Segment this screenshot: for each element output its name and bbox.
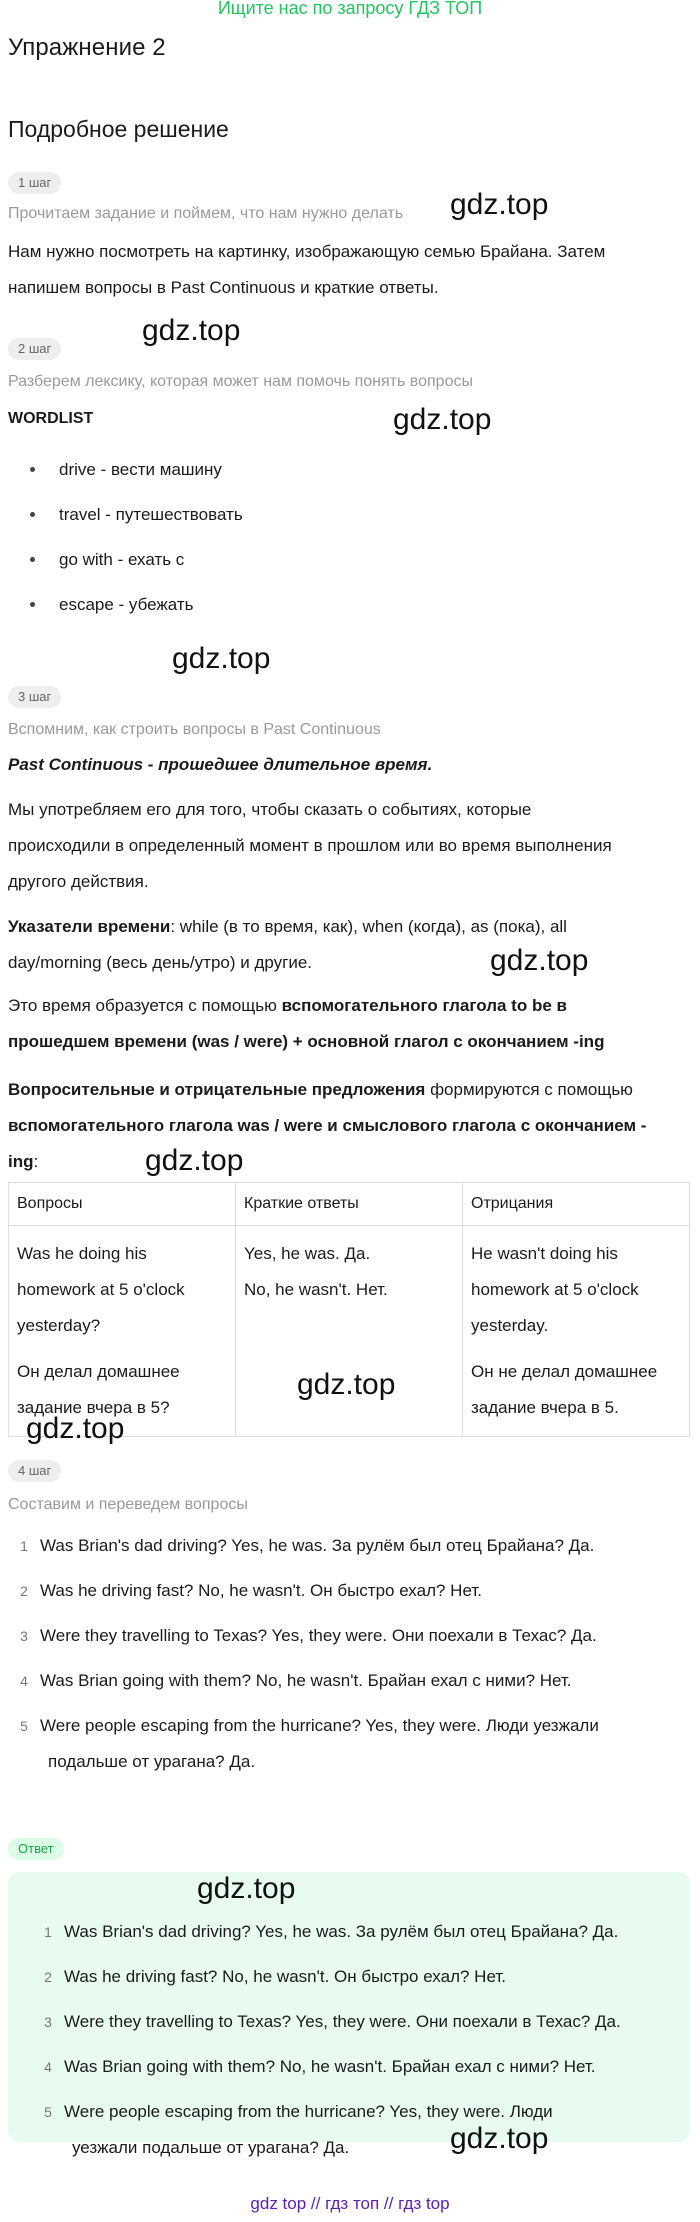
table-cell: Was he doing his homework at 5 o'clock yesterday? Он делал домашнее задание вчера в 5? — [9, 1226, 236, 1437]
grammar-paragraph: Мы употребляем его для того, чтобы сказать о событиях, которые происходили в определенный момент в прошлом или во время выполнения другого действия. — [8, 800, 612, 891]
table-header: Краткие ответы — [236, 1183, 463, 1226]
step-badge-2: 2 шаг — [8, 338, 61, 360]
list-item: drive - вести машину — [8, 460, 222, 480]
step-hint-4: Составим и переведем вопросы — [8, 1496, 248, 1513]
question-rule: Вопросительные и отрицательные предложения формируются с помощью вспомогательного глагола was / were и смыслового глагола с окончанием - ing: — [8, 1080, 647, 1171]
table-header: Вопросы — [9, 1183, 236, 1226]
table-cell: Yes, he was. Да. No, he wasn't. Нет. — [236, 1226, 463, 1437]
list-item: 4 Was Brian going with them? No, he wasn't. Брайан ехал с ними? Нет. — [44, 2057, 596, 2076]
list-item: go with - ехать с — [8, 550, 184, 570]
list-item: 3 Were they travelling to Texas? Yes, they were. Они поехали в Техас? Да. — [20, 1626, 597, 1645]
watermark: gdz.top — [450, 2122, 549, 2155]
step-hint-1: Прочитаем задание и поймем, что нам нужно делать — [8, 205, 404, 222]
list-item: 2 Was he driving fast? No, he wasn't. Он быстро ехал? Нет. — [20, 1581, 482, 1600]
step-badge-4: 4 шаг — [8, 1460, 61, 1482]
step-hint-2: Разберем лексику, которая может нам помочь понять вопросы — [8, 373, 473, 390]
table-header: Отрицания — [463, 1183, 690, 1226]
list-item: 5 Were people escaping from the hurricane? Yes, they were. Люди — [44, 2102, 553, 2121]
step-badge-1: 1 шаг — [8, 172, 61, 194]
step1-text: Нам нужно посмотреть на картинку, изображающую семью Брайана. Затем напишем вопросы в Past Continuous и краткие ответы. — [8, 242, 606, 297]
wordlist-heading: WORDLIST — [8, 410, 94, 427]
list-item-continuation: уезжали подальше от урагана? Да. — [72, 2138, 350, 2157]
table-header-row — [9, 1183, 690, 1226]
time-markers: Указатели времени: while (в то время, как), when (когда), as (пока), all day/morning (весь день/утро) и другие. — [8, 917, 567, 972]
footer-links[interactable]: gdz top // гдз топ // гдз top — [250, 2194, 450, 2213]
watermark: gdz.top — [172, 642, 271, 675]
promo-banner[interactable]: Ищите нас по запросу ГДЗ ТОП — [217, 0, 483, 18]
watermark: gdz.top — [197, 1872, 296, 1905]
table-cell: He wasn't doing his homework at 5 o'clock yesterday. Он не делал домашнее задание вчера в 5. — [463, 1226, 690, 1437]
list-item: 1 Was Brian's dad driving? Yes, he was. За рулём был отец Брайана? Да. — [44, 1922, 619, 1941]
watermark: gdz.top — [450, 188, 549, 221]
list-item: travel - путешествовать — [8, 505, 243, 525]
table-row — [9, 1226, 690, 1437]
watermark: gdz.top — [142, 314, 241, 347]
watermark: gdz.top — [297, 1368, 396, 1401]
list-item: 4 Was Brian going with them? No, he wasn't. Брайан ехал с ними? Нет. — [20, 1671, 572, 1690]
page-title: Упражнение 2 — [8, 34, 166, 61]
list-item-continuation: подальше от урагана? Да. — [48, 1752, 256, 1771]
list-item: 3 Were they travelling to Texas? Yes, they were. Они поехали в Техас? Да. — [44, 2012, 621, 2031]
watermark: gdz.top — [145, 1144, 244, 1177]
list-item: 1 Was Brian's dad driving? Yes, he was. За рулём был отец Брайана? Да. — [20, 1536, 595, 1555]
watermark: gdz.top — [393, 403, 492, 436]
watermark: gdz.top — [26, 1412, 125, 1445]
section-title: Подробное решение — [8, 116, 229, 142]
formation-rule: Это время образуется с помощью вспомогательного глагола to be в прошедшем времени (was / were) + основной глагол с окончанием -ing — [8, 996, 605, 1051]
step-hint-3: Вспомним, как строить вопросы в Past Continuous — [8, 721, 381, 738]
list-item: escape - убежать — [8, 595, 194, 615]
list-item: 5 Were people escaping from the hurricane? Yes, they were. Люди уезжали — [20, 1716, 599, 1735]
answer-badge: Ответ — [8, 1838, 64, 1860]
grammar-heading: Past Continuous - прошедшее длительное время. — [8, 755, 433, 774]
list-item: 2 Was he driving fast? No, he wasn't. Он быстро ехал? Нет. — [44, 1967, 506, 1986]
step-badge-3: 3 шаг — [8, 686, 61, 708]
watermark: gdz.top — [490, 944, 589, 977]
